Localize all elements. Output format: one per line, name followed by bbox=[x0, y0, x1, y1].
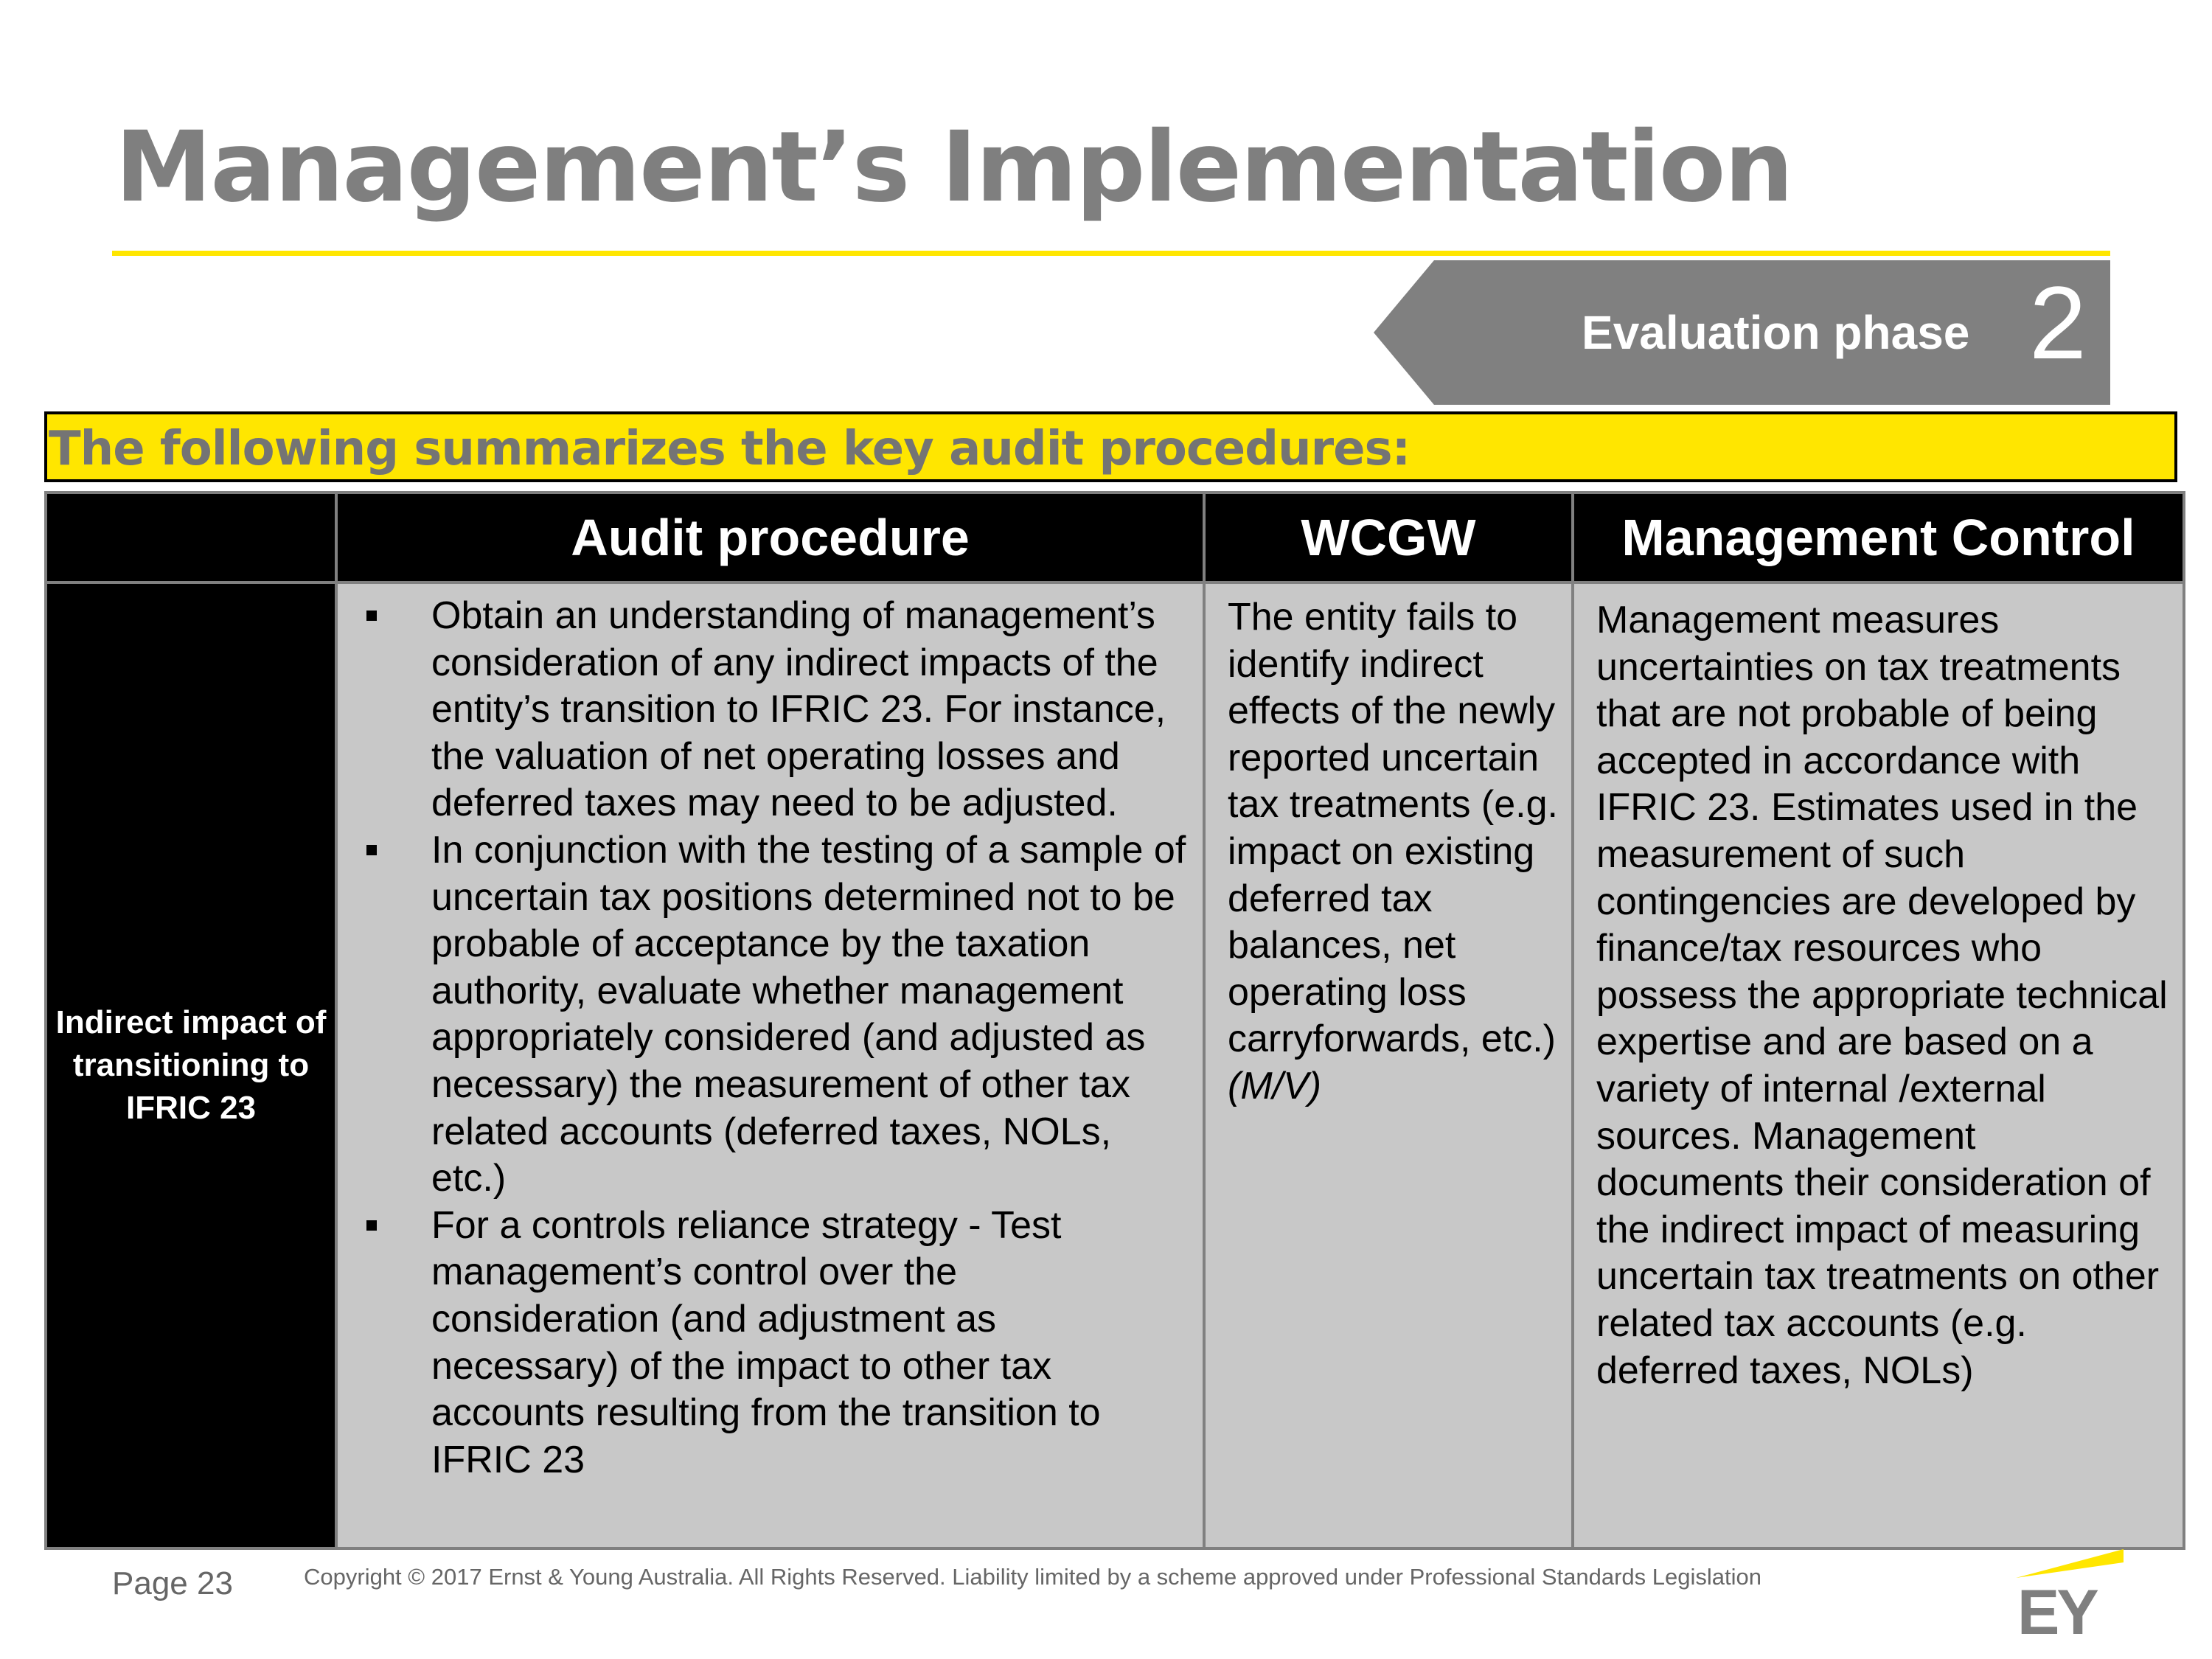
summary-banner-text: The following summarizes the key audit procedures: bbox=[49, 422, 1411, 476]
wcgw-cell bbox=[1204, 582, 1573, 1548]
audit-procedures-table bbox=[44, 491, 2185, 1550]
summary-banner bbox=[44, 411, 2177, 482]
header-wcgw: WCGW bbox=[1204, 493, 1573, 582]
management-control-cell bbox=[1573, 582, 2184, 1548]
ey-logo-text: EY bbox=[2017, 1577, 2096, 1641]
ey-logo-beam bbox=[2016, 1549, 2124, 1578]
header-management-control: Management Control bbox=[1573, 493, 2184, 582]
audit-procedure-list bbox=[338, 584, 1203, 1484]
ey-logo bbox=[2013, 1548, 2125, 1641]
wcgw-description: The entity fails to identify indirect effects of the newly reported uncertain tax treatments (e.g. impact on existing deferred tax balances, net operating loss carryforwards, etc.) bbox=[1228, 596, 1558, 1061]
title-divider bbox=[112, 251, 2110, 256]
header-audit-procedure: Audit procedure bbox=[336, 493, 1204, 582]
phase-label: Evaluation phase bbox=[1582, 306, 1970, 359]
phase-number: 2 bbox=[2029, 265, 2087, 380]
page-number: Page 23 bbox=[112, 1565, 233, 1601]
audit-procedure-item: For a controls reliance strategy - Test management’s control over the consideration (and adjustment as necessary) of the impact to other tax accounts resulting from the transition to IFRIC 23 bbox=[338, 1203, 1188, 1484]
slide-title: Management’s Implementation bbox=[115, 111, 1792, 224]
wcgw-text bbox=[1206, 584, 1571, 1110]
audit-procedure-item: In conjunction with the testing of a sample of uncertain tax positions determined not to be probable of acceptance by the taxation authority, evaluate whether management appropriately considered (and adjusted as necessary) the measurement of other tax related accounts (deferred taxes, NOLs, etc.) bbox=[338, 827, 1188, 1203]
table-header-row bbox=[46, 493, 2184, 582]
audit-procedure-cell bbox=[336, 582, 1204, 1548]
wcgw-assertion-tag: (M/V) bbox=[1228, 1064, 1322, 1107]
audit-procedure-item: Obtain an understanding of management’s consideration of any indirect impacts of the entity’s transition to IFRIC 23. For instance, the valuation of net operating losses and deferred taxes may need to be adjusted. bbox=[338, 593, 1188, 827]
copyright-notice: Copyright © 2017 Ernst & Young Australia. All Rights Reserved. Liability limited by a scheme approved under Professional Standards Legislation bbox=[304, 1564, 1761, 1590]
table-row bbox=[46, 582, 2184, 1548]
header-blank bbox=[46, 493, 336, 582]
management-control-text: Management measures uncertainties on tax treatments that are not probable of being accepted in accordance with IFRIC 23. Estimates used in the measurement of such contingencies are developed by finance/tax resources who possess the appropriate technical expertise and are based on a variety of internal /external sources. Management documents their consideration of the indirect impact of measuring uncertain tax treatments on other related tax accounts (e.g. deferred taxes, NOLs) bbox=[1596, 599, 2168, 1392]
row-label: Indirect impact of transitioning to IFRIC 23 bbox=[46, 582, 336, 1548]
